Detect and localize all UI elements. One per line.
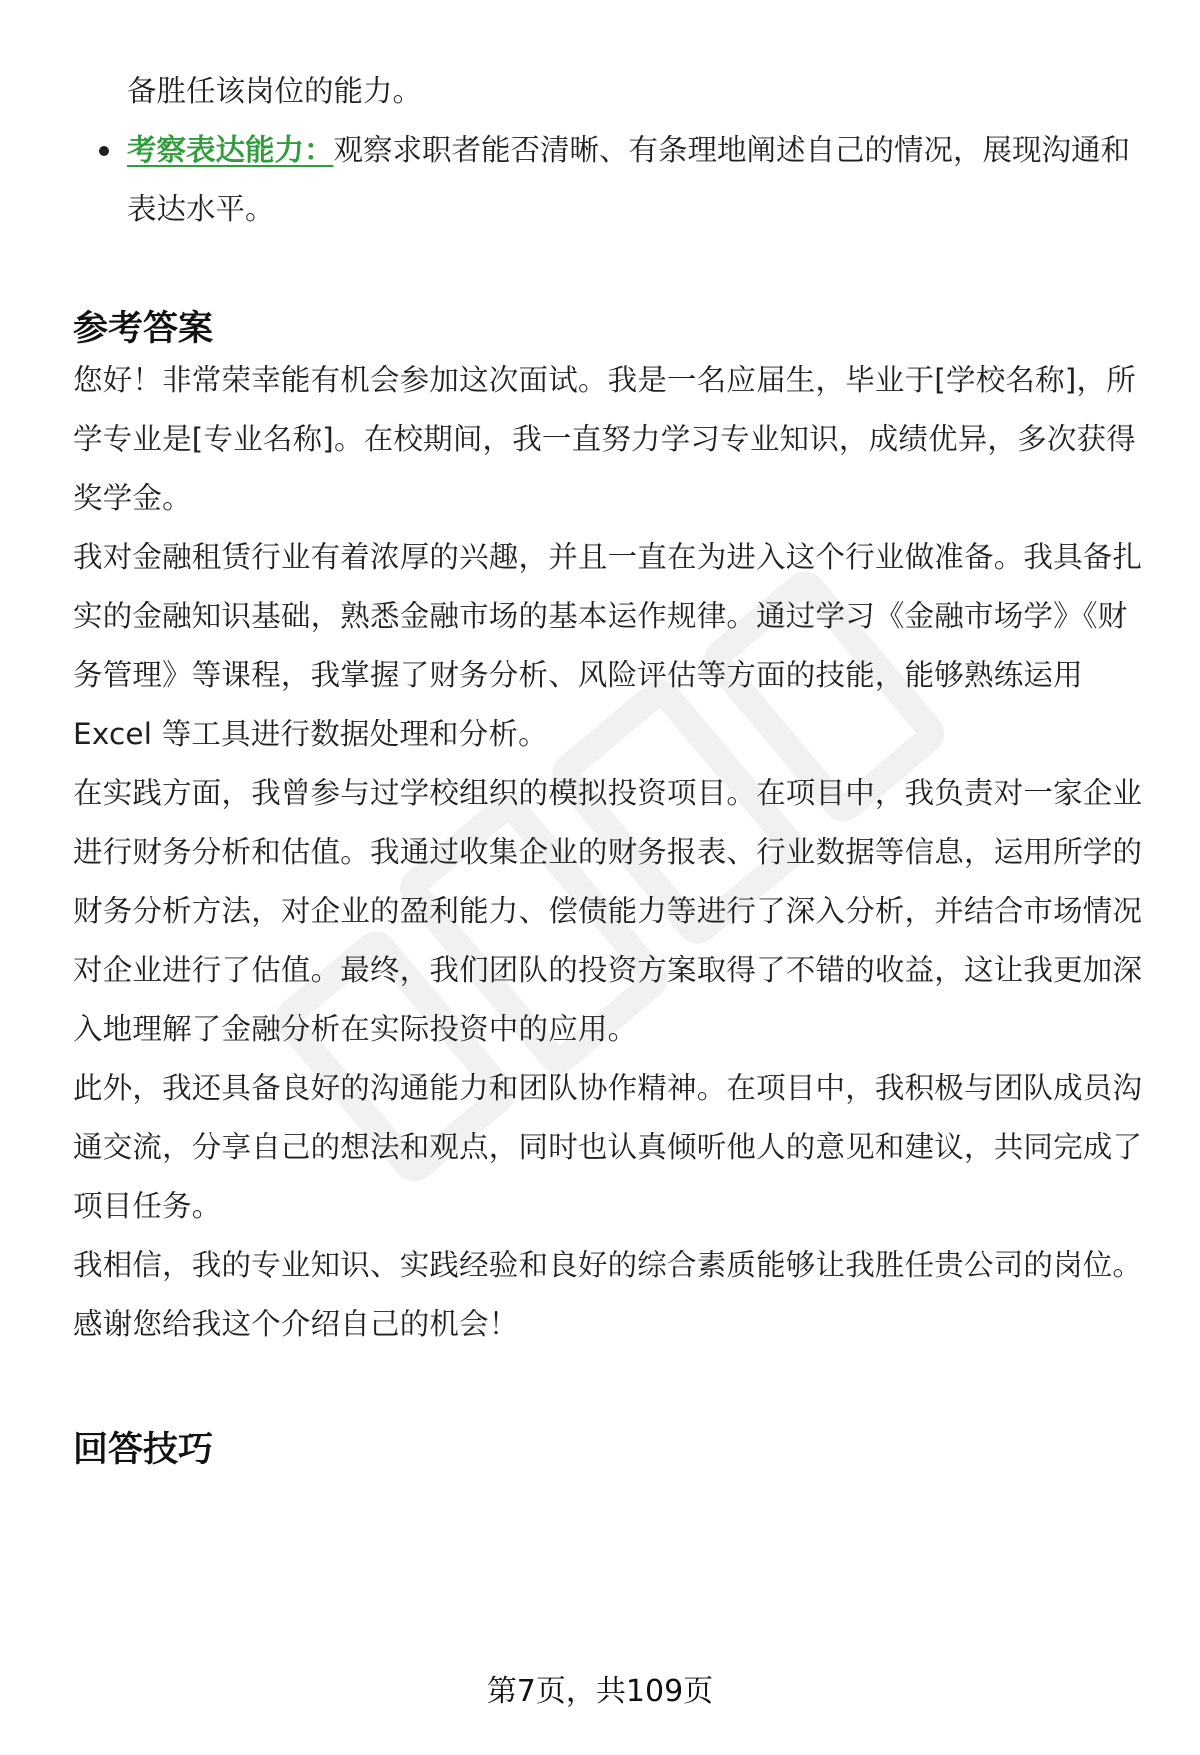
bullet-dot-icon (99, 146, 109, 156)
answer-paragraph: 我相信，我的专业知识、实践经验和良好的综合素质能够让我胜任贵公司的岗位。感谢您给我这个介绍自己的机会！ (73, 1248, 1143, 1341)
document-content (73, 62, 1145, 1472)
page-number: 第7页，共109页 (486, 1674, 714, 1709)
bullet-label: 考察表达能力： (127, 133, 334, 167)
bullet-text: 观察求职者能否清晰、有条理地阐述自己的情况，展现沟通和表达水平。 (127, 133, 1131, 226)
answer-paragraph: 在实践方面，我曾参与过学校组织的模拟投资项目。在项目中，我负责对一家企业进行财务分析和估值。我通过收集企业的财务报表、行业数据等信息，运用所学的财务分析方法，对企业的盈利能力、偿债能力等进行了深入分析，并结合市场情况对企业进行了估值。最终，我们团队的投资方案取得了不错的收益，这让我更加深入地理解了金融分析在实际投资中的应用。 (73, 776, 1143, 1046)
list-item (73, 121, 1145, 239)
section-heading-answer: 参考答案 (73, 309, 214, 349)
list-item-continuation: 备胜任该岗位的能力。 (127, 74, 423, 108)
answer-paragraph: 我对金融租赁行业有着浓厚的兴趣，并且一直在为进入这个行业做准备。我具备扎实的金融知识基础，熟悉金融市场的基本运作规律。通过学习《金融市场学》《财务管理》等课程，我掌握了财务分析、风险评估等方面的技能，能够熟练运用 Excel 等工具进行数据处理和分析。 (73, 540, 1143, 751)
answer-paragraph: 您好！非常荣幸能有机会参加这次面试。我是一名应届生，毕业于[学校名称]，所学专业是[专业名称]。在校期间，我一直努力学习专业知识，成绩优异，多次获得奖学金。 (73, 363, 1136, 515)
section-heading-tips: 回答技巧 (73, 1430, 214, 1470)
answer-paragraph: 此外，我还具备良好的沟通能力和团队协作精神。在项目中，我积极与团队成员沟通交流，分享自己的想法和观点，同时也认真倾听他人的意见和建议，共同完成了项目任务。 (73, 1071, 1143, 1223)
